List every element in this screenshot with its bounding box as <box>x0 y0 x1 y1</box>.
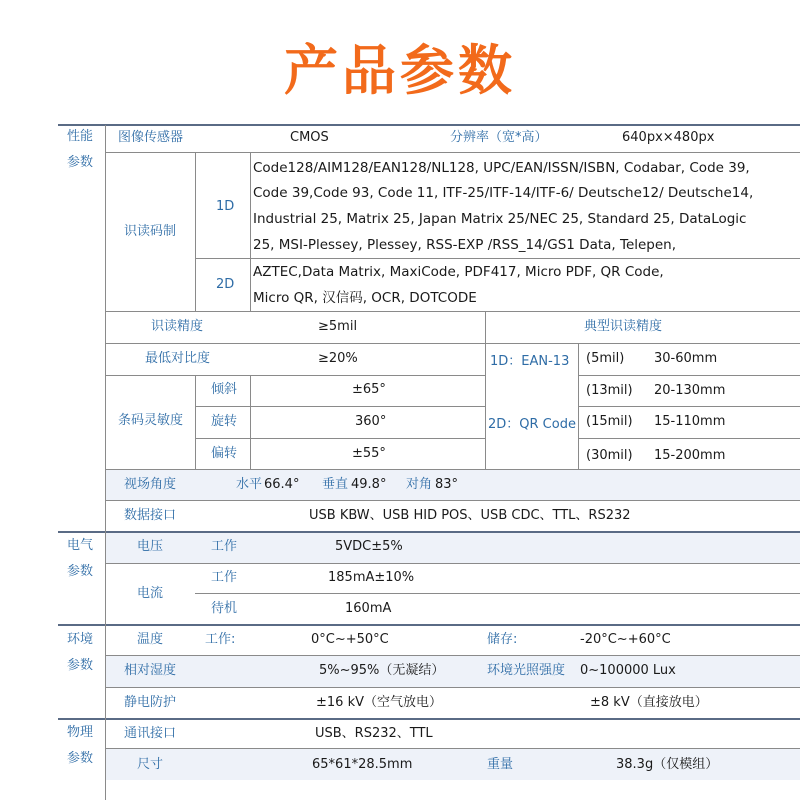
current-standby-label: 待机 <box>211 601 238 616</box>
temp-work-label: 工作: <box>205 632 236 647</box>
row-divider <box>105 375 485 376</box>
size-value: 65*61*28.5mm <box>312 757 413 772</box>
row-divider <box>105 655 800 656</box>
fov-h-label: 水平 <box>236 477 263 492</box>
one-d-line: 25, MSI-Plessey, Plessey, RSS-EXP /RSS_14/GS1 Data, Telepen, <box>253 237 677 253</box>
contrast-value: ≥20% <box>318 351 358 366</box>
section-label-performance-2: 参数 <box>67 155 94 170</box>
row-divider <box>105 343 800 344</box>
typical-range: 15-200mm <box>654 448 726 463</box>
col-divider <box>195 153 196 311</box>
row-divider <box>105 152 800 153</box>
temperature-label: 温度 <box>137 632 164 647</box>
typical-range: 20-130mm <box>654 383 726 398</box>
tilt-value: ±65° <box>352 382 386 397</box>
two-d-line: Micro QR, 汉信码, OCR, DOTCODE <box>253 290 477 306</box>
read-codes-label: 识读码制 <box>124 224 177 239</box>
resolution-label: 分辨率（宽*高） <box>450 130 548 145</box>
row-divider <box>195 438 485 439</box>
col-divider <box>578 343 579 469</box>
col-divider <box>195 375 196 469</box>
row-divider <box>105 469 800 470</box>
fov-h-value: 66.4° <box>264 477 300 492</box>
page-title: 产品参数 <box>284 39 516 102</box>
typical-range: 30-60mm <box>654 351 718 366</box>
temp-store-value: -20°C~+60°C <box>580 632 671 647</box>
rotate-value: 360° <box>355 414 387 429</box>
section-label-environment: 环境 <box>67 632 94 647</box>
fov-v-label: 垂直 <box>322 477 349 492</box>
voltage-label: 电压 <box>137 539 164 554</box>
current-work-value: 185mA±10% <box>328 570 415 585</box>
voltage-value: 5VDC±5% <box>335 539 403 554</box>
comm-label: 通讯接口 <box>124 726 177 741</box>
row-divider <box>105 687 800 688</box>
section-label-electrical: 电气 <box>67 538 94 553</box>
precision-label: 识读精度 <box>151 319 204 334</box>
one-d-label: 1D <box>216 199 235 214</box>
row-divider <box>105 748 800 749</box>
typical-mil: (30mil) <box>586 448 633 463</box>
row-divider <box>578 438 800 439</box>
temp-store-label: 储存: <box>487 632 518 647</box>
sensor-value: CMOS <box>290 130 329 145</box>
typical-mil: (13mil) <box>586 383 633 398</box>
fov-v-value: 49.8° <box>351 477 387 492</box>
section-label-physical-2: 参数 <box>67 751 94 766</box>
current-work-label: 工作 <box>211 570 238 585</box>
sensor-label: 图像传感器 <box>118 130 184 145</box>
size-label: 尺寸 <box>137 757 164 772</box>
row-divider <box>578 375 800 376</box>
row-divider <box>105 500 800 501</box>
esd-air-value: ±16 kV（空气放电） <box>316 695 442 710</box>
row-shade-voltage <box>105 532 800 563</box>
humidity-label: 相对湿度 <box>124 663 177 678</box>
qr-label: 2D：QR Code <box>488 417 576 432</box>
fov-d-value: 83° <box>435 477 459 492</box>
esd-label: 静电防护 <box>124 695 177 710</box>
weight-value: 38.3g（仅模组） <box>616 757 719 772</box>
skew-label: 偏转 <box>211 446 238 461</box>
two-d-line: AZTEC,Data Matrix, MaxiCode, PDF417, Micro PDF, QR Code, <box>253 264 664 280</box>
interface-label: 数据接口 <box>124 508 177 523</box>
section-label-physical: 物理 <box>67 725 94 740</box>
col-divider <box>250 153 251 311</box>
typical-mil: (5mil) <box>586 351 625 366</box>
precision-value: ≥5mil <box>318 319 358 334</box>
row-divider <box>195 406 485 407</box>
typical-precision-label: 典型识读精度 <box>584 319 663 334</box>
skew-value: ±55° <box>352 446 386 461</box>
esd-contact-value: ±8 kV（直接放电） <box>590 695 708 710</box>
interface-value: USB KBW、USB HID POS、USB CDC、TTL、RS232 <box>309 508 631 523</box>
col-divider <box>485 311 486 469</box>
current-standby-value: 160mA <box>345 601 392 616</box>
voltage-mode: 工作 <box>211 539 238 554</box>
row-shade-humidity <box>105 656 800 687</box>
fov-label: 视场角度 <box>124 477 177 492</box>
section-label-performance: 性能 <box>67 129 94 144</box>
current-label: 电流 <box>137 586 164 601</box>
section-divider <box>58 624 800 626</box>
row-divider <box>105 563 800 564</box>
comm-value: USB、RS232、TTL <box>315 726 433 741</box>
weight-label: 重量 <box>487 757 514 772</box>
light-value: 0~100000 Lux <box>580 663 676 678</box>
col-divider <box>105 125 106 800</box>
tilt-label: 倾斜 <box>211 382 238 397</box>
col-divider <box>250 375 251 469</box>
section-label-electrical-2: 参数 <box>67 564 94 579</box>
light-label: 环境光照强度 <box>487 663 566 678</box>
contrast-label: 最低对比度 <box>145 351 211 366</box>
resolution-value: 640px×480px <box>622 130 715 145</box>
typical-range: 15-110mm <box>654 414 726 429</box>
section-label-environment-2: 参数 <box>67 658 94 673</box>
humidity-value: 5%~95%（无凝结） <box>319 663 445 678</box>
sensitivity-label: 条码灵敏度 <box>118 413 184 428</box>
row-divider <box>195 593 800 594</box>
one-d-line: Code128/AIM128/EAN128/NL128, UPC/EAN/ISSN/ISBN, Codabar, Code 39, <box>253 160 750 176</box>
one-d-line: Industrial 25, Matrix 25, Japan Matrix 25/NEC 25, Standard 25, DataLogic <box>253 211 747 227</box>
row-divider <box>105 311 800 312</box>
fov-d-label: 对角 <box>406 477 433 492</box>
section-divider <box>58 718 800 720</box>
section-divider <box>58 531 800 533</box>
ean-label: 1D：EAN-13 <box>490 354 570 369</box>
temp-work-value: 0°C~+50°C <box>311 632 389 647</box>
row-divider <box>195 258 800 259</box>
rotate-label: 旋转 <box>211 414 238 429</box>
two-d-label: 2D <box>216 277 235 292</box>
section-divider <box>58 124 800 126</box>
row-divider <box>578 406 800 407</box>
one-d-line: Code 39,Code 93, Code 11, ITF-25/ITF-14/ITF-6/ Deutsche12/ Deutsche14, <box>253 185 754 201</box>
typical-mil: (15mil) <box>586 414 633 429</box>
